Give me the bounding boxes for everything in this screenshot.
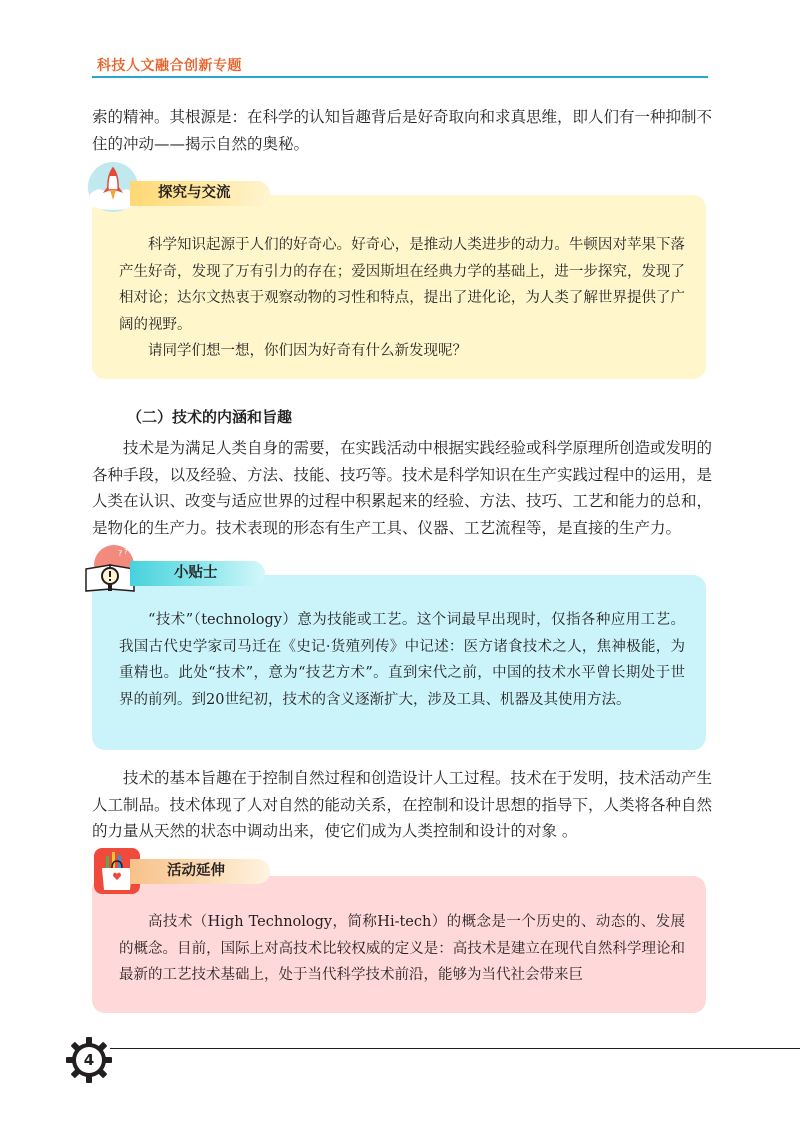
running-header: 科技人文融合创新专题 (97, 58, 242, 74)
tip-tag: 小贴士 (130, 561, 265, 586)
page-number: 4 (83, 1051, 95, 1069)
explore-tag: 探究与交流 (130, 181, 270, 206)
activity-paragraph: 高技术（High Technology，简称Hi-tech）的概念是一个历史的、动态的、发展的概念。目前，国际上对高技术比较权威的定义是：高技术是建立在现代自然科学理论和最新的工艺技术基础上，处于当代科学技术前沿，能够为当代社会带来巨 (119, 914, 685, 983)
intro-paragraph (92, 104, 712, 157)
explore-paragraph-2: 请同学们想一想，你们因为好奇有什么新发现呢？ (148, 343, 467, 359)
activity-body (119, 909, 685, 989)
intro-text: 索的精神。其根源是：在科学的认知旨趣背后是好奇取向和求真思维，即人们有一种抑制不住的冲动——揭示自然的奥秘。 (92, 108, 713, 153)
explore-paragraph-1: 科学知识起源于人们的好奇心。好奇心，是推动人类进步的动力。牛顿因对苹果下落产生好奇，发现了万有引力的存在；爱因斯坦在经典力学的基础上，进一步探究，发现了相对论；达尔文热衷于观察动物的习性和特点，提出了进化论，为人类了解世界提供了广阔的视野。 (119, 237, 685, 333)
explore-body (119, 232, 685, 365)
section2b-paragraph (92, 765, 712, 845)
svg-text:?: ? (118, 549, 123, 558)
footer-divider (110, 1048, 800, 1049)
tip-paragraph: “技术”（technology）意为技能或工艺。这个词最早出现时，仅指各种应用工艺。我国古代史学家司马迁在《史记·货殖列传》中记述：医方诸食技术之人，焦神极能，为重精也。此处“技术”，意为“技艺方术”。直到宋代之前，中国的技术水平曾长期处于世界的前列。到20世纪初，技术的含义逐渐扩大，涉及工具、机器及其使用方法。 (119, 612, 685, 708)
tip-body (119, 607, 685, 713)
header-divider (92, 76, 708, 78)
svg-text:?: ? (124, 548, 128, 556)
section-heading: （二）技术的内涵和旨趣 (127, 408, 293, 426)
section2-text: 技术是为满足人类自身的需要，在实践活动中根据实践经验或科学原理所创造或发明的各种手段，以及经验、方法、技能、技巧等。技术是科学知识在生产实践过程中的运用，是人类在认识、改变与适应世界的过程中积累起来的经验、方法、技巧、工艺和能力的总和，是物化的生产力。技术表现的形态有生产工具、仪器、工艺流程等，是直接的生产力。 (92, 439, 713, 537)
section2b-text: 技术的基本旨趣在于控制自然过程和创造设计人工过程。技术在于发明，技术活动产生人工制品。技术体现了人对自然的能动关系，在控制和设计思想的指导下，人类将各种自然的力量从天然的状态中调动出来，使它们成为人类控制和设计的对象 。 (92, 769, 713, 840)
activity-tag: 活动延伸 (130, 859, 270, 884)
section2-paragraph (92, 435, 712, 541)
